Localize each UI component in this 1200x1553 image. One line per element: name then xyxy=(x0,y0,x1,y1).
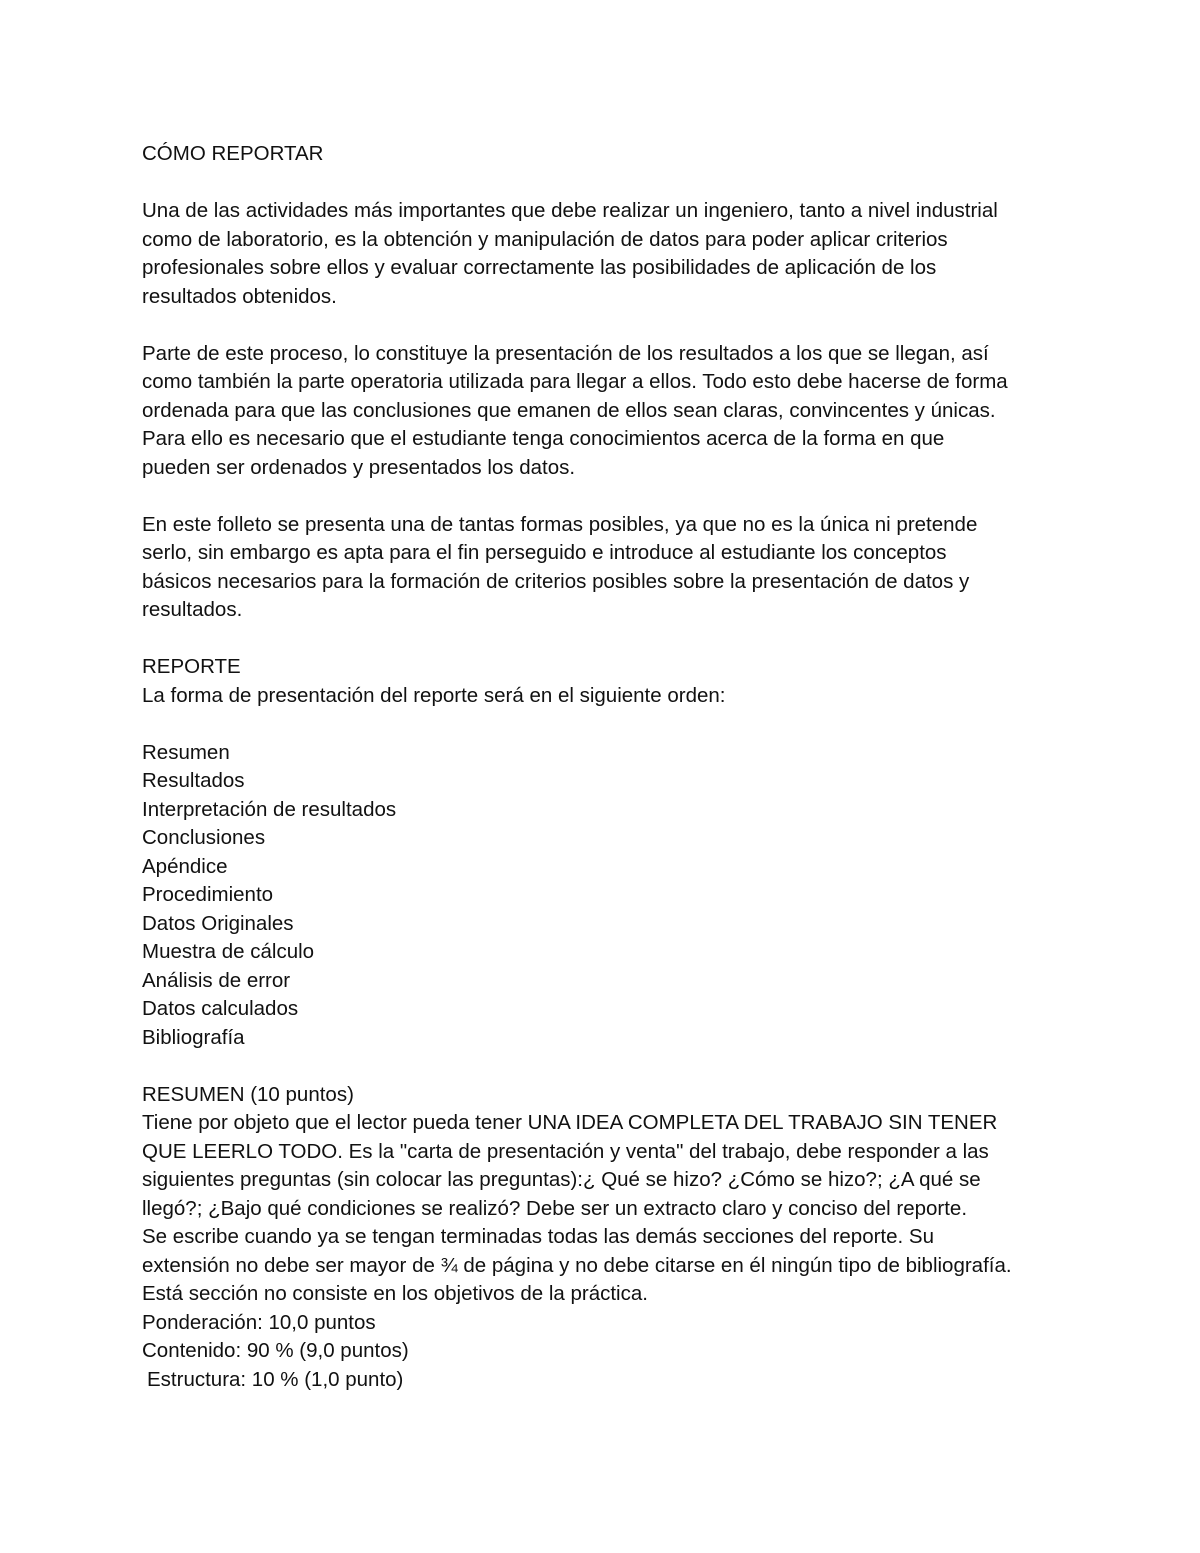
text-line: resultados obtenidos. xyxy=(142,284,337,308)
list-item: Procedimiento xyxy=(142,883,274,906)
intro-paragraph-3 xyxy=(142,511,1082,625)
text-line: Tiene por objeto que el lector pueda tener UNA IDEA COMPLETA DEL TRABAJO SIN TENER xyxy=(142,1111,998,1134)
text-line: como de laboratorio, es la obtención y manipulación de datos para poder aplicar criterios xyxy=(142,227,948,251)
spacer xyxy=(142,311,1082,340)
document-page xyxy=(142,140,1082,1394)
text-line: Estructura: 10 % (1,0 punto) xyxy=(147,1367,404,1391)
text-line: pueden ser ordenados y presentados los datos. xyxy=(142,455,576,479)
intro-paragraph-2 xyxy=(142,340,1082,483)
text-line: profesionales sobre ellos y evaluar correctamente las posibilidades de aplicación de los xyxy=(142,256,937,279)
list-item: Datos calculados xyxy=(142,997,299,1020)
text-line: llegó?; ¿Bajo qué condiciones se realizó? Debe ser un extracto claro y conciso del reporte. xyxy=(142,1196,968,1220)
section-heading: RESUMEN (10 puntos) xyxy=(142,1082,354,1106)
report-order-list xyxy=(142,739,1082,1053)
text-line: resultados. xyxy=(142,598,243,621)
list-item: Interpretación de resultados xyxy=(142,797,397,821)
list-item: Resumen xyxy=(142,740,230,764)
text-line: QUE LEERLO TODO. Es la "carta de presentación y venta" del trabajo, debe responder a las xyxy=(142,1139,989,1163)
list-item: Resultados xyxy=(142,769,245,792)
section-intro: La forma de presentación del reporte será en el siguiente orden: xyxy=(142,683,726,707)
spacer xyxy=(142,710,1082,739)
page-title: CÓMO REPORTAR xyxy=(142,142,324,165)
text-line: Para ello es necesario que el estudiante tenga conocimientos acerca de la forma en que xyxy=(142,427,945,450)
text-line: serlo, sin embargo es apta para el fin perseguido e introduce al estudiante los conceptos xyxy=(142,541,947,564)
list-item: Conclusiones xyxy=(142,826,266,849)
text-line: Se escribe cuando ya se tengan terminadas todas las demás secciones del reporte. Su xyxy=(142,1225,934,1248)
text-line: En este folleto se presenta una de tantas formas posibles, ya que no es la única ni pretende xyxy=(142,512,978,536)
text-line: Ponderación: 10,0 puntos xyxy=(142,1310,376,1334)
intro-paragraph-1 xyxy=(142,197,1082,311)
text-line: Parte de este proceso, lo constituye la presentación de los resultados a los que se llegan, así xyxy=(142,341,989,365)
spacer xyxy=(142,169,1082,198)
list-item: Análisis de error xyxy=(142,968,291,992)
text-line: Contenido: 90 % (9,0 puntos) xyxy=(142,1339,409,1362)
spacer xyxy=(142,482,1082,511)
spacer xyxy=(142,1052,1082,1081)
text-line: como también la parte operatoria utilizada para llegar a ellos. Todo esto debe hacerse de forma xyxy=(142,370,1008,393)
resumen-section xyxy=(142,1081,1082,1395)
text-line: Una de las actividades más importantes que debe realizar un ingeniero, tanto a nivel industrial xyxy=(142,199,998,222)
text-line: básicos necesarios para la formación de criterios posibles sobre la presentación de datos y xyxy=(142,569,970,593)
spacer xyxy=(142,625,1082,654)
list-item: Datos Originales xyxy=(142,911,294,935)
text-line: extensión no debe ser mayor de ¾ de página y no debe citarse en él ningún tipo de bibliografía. xyxy=(142,1253,1012,1277)
reporte-section xyxy=(142,653,1082,1052)
list-item: Muestra de cálculo xyxy=(142,940,315,963)
text-line: siguientes preguntas (sin colocar las preguntas):¿ Qué se hizo? ¿Cómo se hizo?; ¿A qué se xyxy=(142,1168,981,1191)
list-item: Bibliografía xyxy=(142,1025,245,1049)
section-heading: REPORTE xyxy=(142,655,241,678)
text-line: ordenada para que las conclusiones que emanen de ellos sean claras, convincentes y únicas. xyxy=(142,398,996,422)
list-item: Apéndice xyxy=(142,854,228,878)
text-line: Está sección no consiste en los objetivos de la práctica. xyxy=(142,1282,648,1305)
